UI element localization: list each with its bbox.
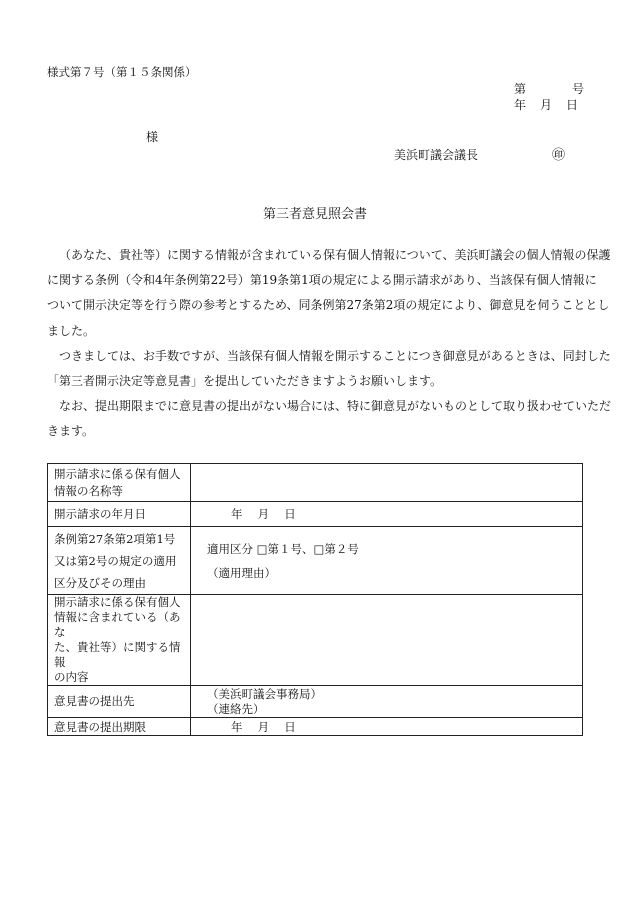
value-line: （連絡先） bbox=[207, 701, 265, 716]
row-label bbox=[48, 527, 191, 595]
doc-number-suffix: 号 bbox=[572, 82, 585, 96]
body-line: （あなた、貴社等）に関する情報が含まれている保有個人情報について、美浜町議会の個人情報の保護 bbox=[59, 248, 611, 262]
doc-number-prefix: 第 bbox=[514, 82, 527, 96]
label-line: 又は第2号の規定の適用 bbox=[54, 553, 177, 568]
info-table bbox=[47, 463, 583, 736]
date-year: 年 bbox=[514, 98, 527, 112]
row-label bbox=[48, 502, 191, 527]
row-value bbox=[191, 686, 583, 718]
document-number bbox=[514, 80, 584, 97]
row-value bbox=[191, 464, 583, 502]
table-row bbox=[48, 464, 583, 502]
addressee: 様 bbox=[146, 130, 159, 144]
body-line: なお、提出期限までに意見書の提出がない場合には、特に御意見がないものとして取り扱わせていただ bbox=[59, 399, 612, 414]
form-number: 様式第７号（第１５条関係） bbox=[47, 65, 197, 79]
row-label bbox=[48, 718, 191, 736]
row-value bbox=[191, 527, 583, 595]
row-label bbox=[48, 464, 191, 502]
seal-mark: ㊞ bbox=[552, 148, 566, 163]
row-label bbox=[48, 595, 191, 686]
label-line: 情報の名称等 bbox=[54, 483, 123, 498]
date-day: 日 bbox=[566, 98, 579, 112]
body-line: ました。 bbox=[47, 323, 96, 338]
table-row bbox=[48, 686, 583, 718]
label-line: 条例第27条第2項第1号 bbox=[54, 531, 176, 546]
table-row bbox=[48, 527, 583, 595]
label-line: 意見書の提出先 bbox=[54, 694, 135, 708]
value-line: （適用理由） bbox=[207, 565, 276, 580]
row-value bbox=[191, 595, 583, 686]
label-line: 開示請求に係る保有個人 bbox=[54, 466, 181, 481]
label-line: た、貴社等）に関する情報 bbox=[54, 640, 181, 669]
label-line: の内容 bbox=[54, 670, 89, 684]
row-label bbox=[48, 686, 191, 718]
table-row bbox=[48, 718, 583, 736]
label-line: 開示請求の年月日 bbox=[54, 506, 146, 521]
value-line: 適用区分 □第１号、□第２号 bbox=[207, 541, 359, 556]
label-line: 区分及びその理由 bbox=[54, 575, 146, 590]
label-line: 開示請求に係る保有個人 bbox=[54, 595, 181, 609]
row-value bbox=[191, 502, 583, 527]
row-value bbox=[191, 718, 583, 736]
document-title: 第三者意見照会書 bbox=[262, 207, 367, 222]
issue-date bbox=[514, 96, 578, 113]
body-line: に関する条例（令和4年条例第22号）第19条第1項の規定による開示請求があり、当該保有個人情報に bbox=[47, 273, 597, 288]
value-line: 年 月 日 bbox=[231, 506, 296, 521]
table-row bbox=[48, 595, 583, 686]
body-line: つきましては、お手数ですが、当該保有個人情報を開示することにつき御意見があるときは、同封した bbox=[59, 348, 611, 363]
body-text bbox=[47, 243, 612, 445]
value-line: 年 月 日 bbox=[231, 719, 296, 734]
date-month: 月 bbox=[540, 98, 553, 112]
sender: 美浜町議会議長 bbox=[394, 148, 479, 162]
body-line: きます。 bbox=[47, 424, 95, 439]
value-line: （美浜町議会事務局） bbox=[207, 686, 322, 701]
body-line: 「第三者開示決定等意見書」を提出していただきますようお願いします。 bbox=[47, 374, 443, 389]
body-line: ついて開示決定等を行う際の参考とするため、同条例第27条第2項の規定により、御意見を伺うこととし bbox=[47, 298, 610, 313]
label-line: 意見書の提出期限 bbox=[54, 719, 146, 734]
label-line: 情報に含まれている（あな bbox=[54, 610, 181, 639]
table-row bbox=[48, 502, 583, 527]
